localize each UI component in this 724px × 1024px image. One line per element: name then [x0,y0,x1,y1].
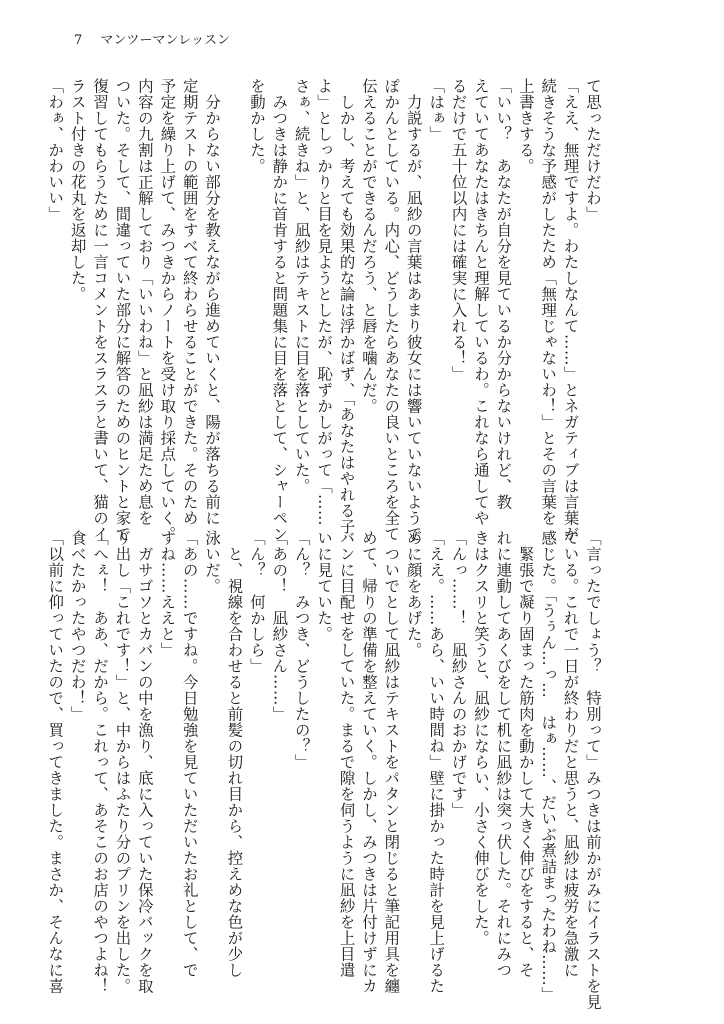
blank-line [223,78,245,510]
text-line: さぁ、続きね」と、凪紗はテキストに目を落としていた。 [292,78,311,494]
text-line: 「以前に仰っていたので、買ってきました。まさか、そんなに喜 [46,530,65,994]
text-line: て思っただけだわ」 [584,78,602,222]
text-line: れに連動してあくびをして机に凪紗は突っ伏した。それにみつ [494,530,513,978]
text-line: 「ええ。……あら、いい時間ね」壁に掛かった時計を見上げるた [427,530,446,994]
text-line: 食べたかったやつだわ！」 [68,530,87,722]
text-line: るだけで五十位以内には確実に入れる！」 [449,78,468,382]
text-line: り出し「これです！」と、中からはふたり分のプリンを出した。 [113,530,132,994]
text-line: よ」としっかりと目を見ようとしたが、恥ずかしがって「…… [315,78,334,526]
text-line: 「ええ、無理ですよ。わたしなんて……」とネガティブは言葉が [561,78,580,542]
text-line: 「あの！ 凪紗さん……」 [270,530,289,722]
text-line: 緊張で凝り固まった筋肉を動かして大きく伸びをすると、そ [516,530,535,978]
text-line: 「ん？ 何かしら」 [247,530,266,674]
text-line: 続きそうな予感がしたため「無理じゃないわ！」とその言葉を [539,78,558,526]
text-line: 「あの……ですね。今日勉強を見ていただいたお礼として、で [180,530,199,978]
text-line: バンに目配せをしていた。まるで隙を伺うように凪紗を上目遣 [337,530,356,978]
text-line: 「へぇ！ ああ、だから。これって、あそこのお店のやつよね！ [91,530,110,994]
lower-text-block [46,530,604,1010]
running-header [74,31,230,51]
text-line: と、視線を合わせると前髪の切れ目から、控えめな色が少し [225,530,244,978]
text-line: 「わぁ、かわいい」 [46,78,65,222]
upper-text-block [46,78,604,542]
text-line: ぽかんとしている。内心、どうしたらあなたの良いところを全て [382,78,401,542]
text-line: めに顔をあげた。 [404,530,423,658]
page-number: 7 [74,33,83,48]
text-line: 定期テストの範囲をすべて終わらせることができた。そのため [180,78,199,526]
text-line: 「ん？ みつき、どうしたの？」 [292,530,311,770]
text-line: えていてあなたはきちんと理解しているわ。これなら通してや [471,78,490,526]
text-line: すね……ええと」 [158,530,177,658]
text-line: めて、帰りの準備を整えていく。しかし、みつきは片付けずにカ [359,530,378,994]
text-line: 分からない部分を教えながら進めていくと、陽が落ちる前に [203,78,222,526]
text-line: しかし、考えても効果的な論は浮かばず、「あなたはやれる子 [337,78,356,535]
text-line: 「いい？ あなたが自分を見ているか分からないけれど、教 [494,78,513,510]
text-line: 復習してもらうために一言コメントをスラスラと書いて、猫のイ [91,78,110,542]
text-line: 予定を繰り上げて、みつきからノートを受け取り採点していく。 [158,78,177,542]
text-line: 伝えることができるんだろう、と唇を噛んだ。 [359,78,378,414]
text-line: 内容の九割は正解しており「いいわね」と凪紗は満足ため息を [135,78,154,526]
text-line: ついでとして凪紗はテキストをパタンと閉じると筆記用具を纏 [382,530,401,994]
text-line: 「はぁ」 [427,78,446,142]
text-line: 泳いだ。 [203,530,222,594]
text-line: きはクスリと笑うと、凪紗にならい、小さく伸びをした。 [471,530,490,946]
text-line: ガサゴソとカバンの中を漁り、底に入っていた保冷バックを取 [135,530,154,994]
text-line: 「んっ……！ 凪紗さんのおかげです」 [449,530,468,818]
text-line: 力説するが、凪紗の言葉はあまり彼女には響いていないようで [404,78,423,542]
text-line: を動かした。 [247,78,266,174]
text-line: 感じた。「うぅん…っ… はぁ……、だいぶ煮詰まったわね……」 [539,530,558,1003]
text-line: みつきは静かに首肯すると問題集に目を落として、シャーペン [270,78,289,542]
text-line: 「言ったでしょう？ 特別って」みつきは前かがみにイラストを見 [584,530,602,1010]
text-line: いに見ていた。 [315,530,334,642]
text-line: ついた。そして、間違っていた部分に解答のためのヒントと家で [113,78,132,542]
text-line: ている。これで一日が終わりだと思うと、凪紗は疲労を急激に [561,530,580,978]
text-line: 上書きする。 [516,78,535,174]
text-line: ラスト付きの花丸を返却した。 [68,78,87,302]
chapter-title: マンツーマンレッスン [100,33,230,48]
